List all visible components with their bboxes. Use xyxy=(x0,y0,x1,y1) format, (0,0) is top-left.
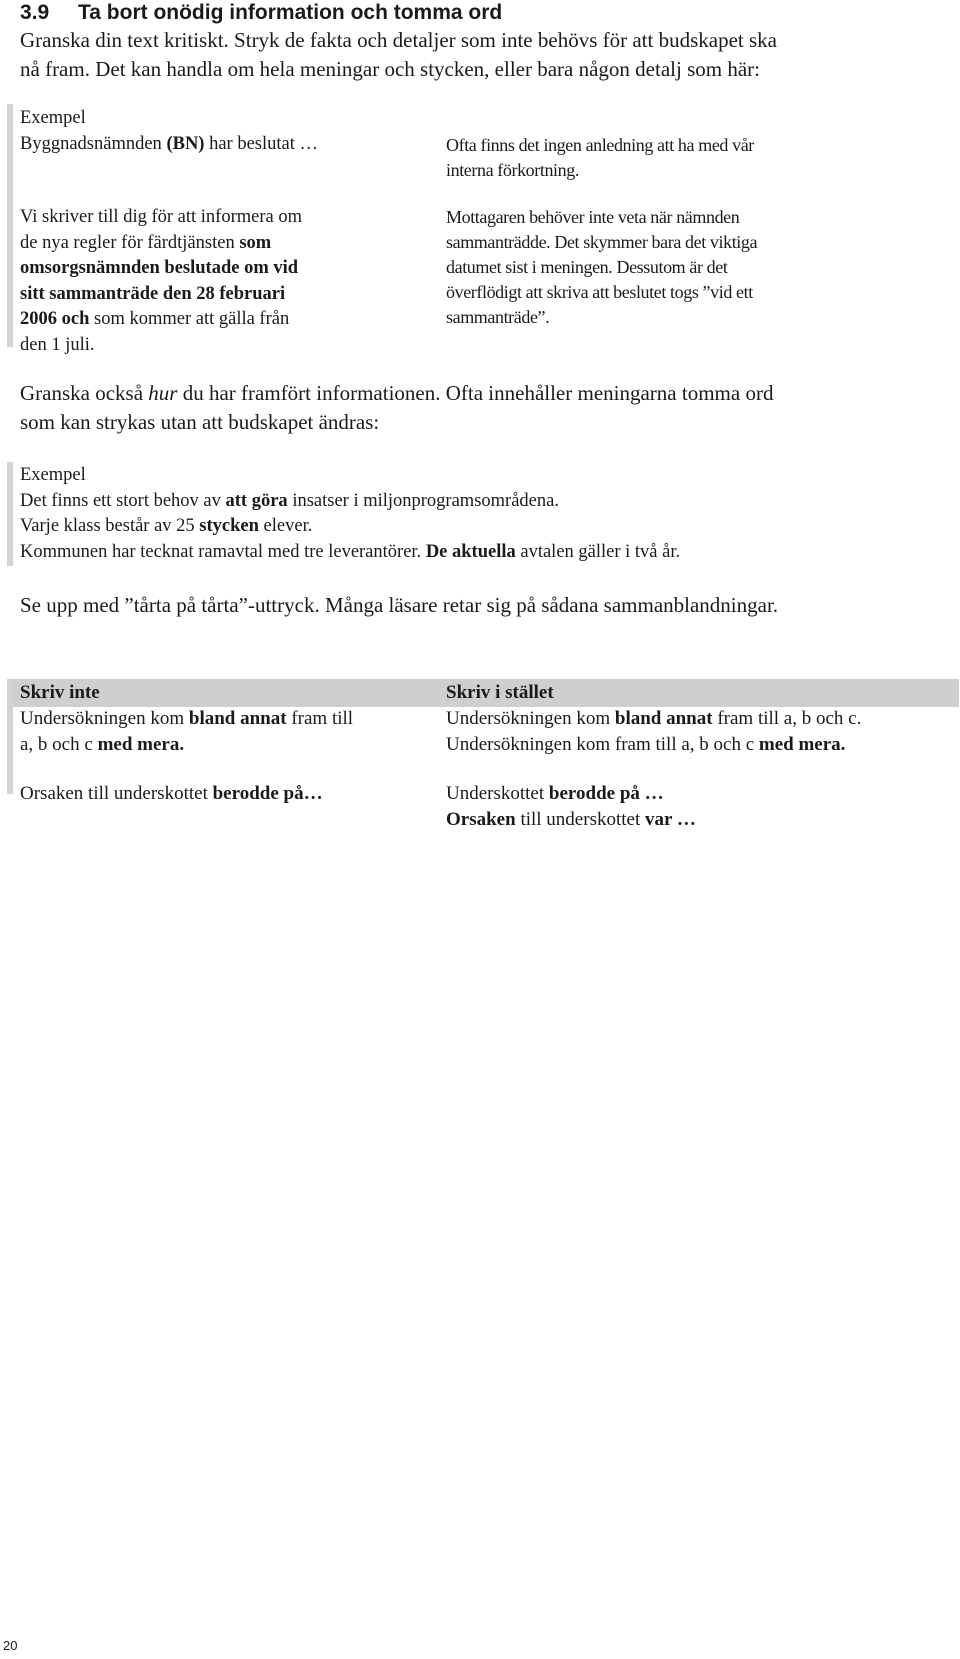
example-bar xyxy=(7,462,13,566)
example1-left-2: Vi skriver till dig för att informera om de nya regler för färdtjänsten som omsorgsnämnden beslutade om vid sitt sammanträde den 28 februari 2006 och som kommer att gälla från den 1 juli. xyxy=(20,207,302,355)
section-title: Ta bort onödig information och tomma ord xyxy=(78,1,503,24)
example-label: Exempel xyxy=(20,108,86,128)
example-label: Exempel xyxy=(20,465,86,485)
example1-left-1: Byggnadsnämnden (BN) har beslutat … xyxy=(20,134,319,154)
intro-line: nå fram. Det kan handla om hela meningar och stycken, eller bara någon detalj som här: xyxy=(20,57,760,81)
paragraph-3: Se upp med ”tårta på tårta”-uttryck. Många läsare retar sig på sådana sammanblandningar. xyxy=(20,593,779,617)
table-header-right: Skriv i stället xyxy=(446,682,554,703)
example-bar xyxy=(7,104,13,347)
intro-line: Granska din text kritiskt. Stryk de fakta och detaljer som inte behövs för att budskapet ska xyxy=(20,28,777,52)
section-heading xyxy=(20,0,502,26)
intro-paragraph xyxy=(20,26,950,84)
section-number: 3.9 xyxy=(20,1,50,24)
paragraph-2: Granska också hur du har framfört informationen. Ofta innehåller meningarna tomma ord som kan strykas utan att budskapet ändras: xyxy=(20,381,774,434)
table-left-column: Undersökningen kom bland annat fram till a, b och c med mera. Orsaken till underskottet berodde på… xyxy=(20,708,354,804)
table-right-column: Undersökningen kom bland annat fram till a, b och c. Undersökningen kom fram till a, b och c med mera. Underskottet berodde på … Orsaken till underskottet var … xyxy=(446,708,862,830)
table-header-left: Skriv inte xyxy=(20,682,100,703)
example1-right-2: Mottagaren behöver inte veta när nämnden sammanträdde. Det skymmer bara det viktiga datumet sist i meningen. Dessutom är det överflödigt att skriva att beslutet togs ”vid ett sammanträde”. xyxy=(446,207,758,327)
table-left-bar xyxy=(7,679,13,794)
example2-block: Exempel Det finns ett stort behov av att göra insatser i miljonprogramsområdena. Varje klass består av 25 stycken elever. Kommunen har tecknat ramavtal med tre leverantörer. De aktuella avtalen gäller i två år. xyxy=(20,465,681,562)
page-number: 20 xyxy=(3,1638,18,1653)
example1-right-1: Ofta finns det ingen anledning att ha med vår interna förkortning. xyxy=(446,135,754,180)
